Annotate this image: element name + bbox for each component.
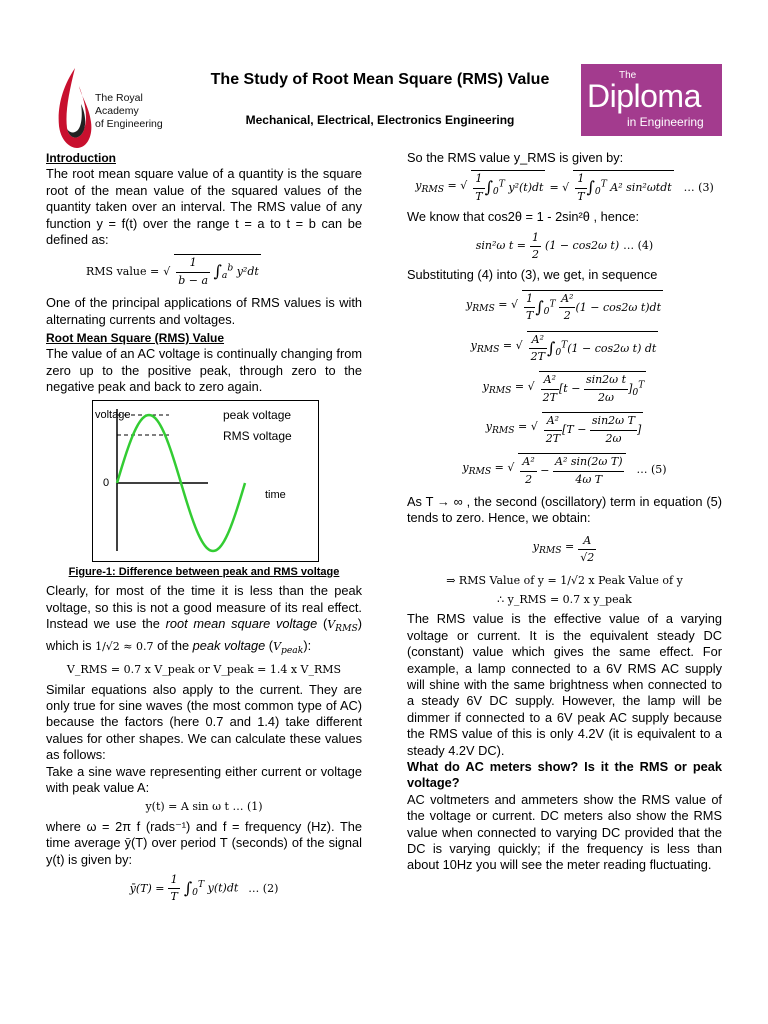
page-subtitle: Mechanical, Electrical, Electronics Engineering xyxy=(245,113,515,127)
sequence-eq-2: $y_{RMS}$ = √ $\frac{\text{A²}}{2T}$ $\int_0^T(1 - \cos 2\omega$ t) dt xyxy=(407,331,722,366)
substituting-paragraph: Substituting (4) into (3), we get, in sequence xyxy=(407,267,658,283)
clearly-emphasis-2: peak voltage xyxy=(192,637,266,653)
clearly-text-1: Clearly, for most of the time it is less than the peak voltage, so this is not a good measure of its real effect. Instead we use the xyxy=(46,583,362,631)
sequence-eq-5: $y_{RMS}$ = √ $\frac{\text{A²}}{2}$ − $\frac{\text{A² sin(2ω T)}}{\text{4ω T}}$ … (5) xyxy=(407,453,722,488)
equation-3: $y_{RMS}$ = √ $\frac{1}{T}$ $\int_0^T$ y²(t)dt = √ $\frac{1}{T}$ $\int_0^T$ A² sin²ωtdt … (3) xyxy=(407,170,722,205)
clearly-paragraph: Clearly, for most of the time it is less than the peak voltage, so this is not a good measure of its real effect. Instead we use the root mean square voltage $(V_{RMS})$ which is 1/√2 ≈ 0.7 of the peak voltage $(V_{peak})$: xyxy=(46,583,362,656)
rms-value-paragraph: The RMS value is the effective value of a varying voltage or current. It is the equivalent steady DC (constant) value which gives the same effect. For example, a lamp connected to a 6V RMS AC supply will shine with the same brightness when connected to a steady 6V DC supply. However, the lamp will be dimmer if connected to a 6V peak AC supply because the RMS value of this is only 4.2V (it is equivalent to a steady 4.2V DC). xyxy=(407,611,722,758)
equation-1: y(t) = A sin ω t … (1) xyxy=(145,800,263,814)
logo-text xyxy=(95,92,170,131)
rms-of-y-equation: ⇒ RMS Value of y = 1/√2 x Peak Value of y xyxy=(446,573,683,587)
clearly-text-2: which is xyxy=(46,637,92,653)
equation-4: sin²ω t = $\frac{1}{2}$ (1 − cos2ω t) … (4) xyxy=(475,230,654,262)
equation-3-tag: … (3) xyxy=(683,180,714,194)
vrms-equation: V_RMS = 0.7 x V_peak or V_peak = 1.4 x V_RMS xyxy=(66,663,342,677)
royal-academy-logo xyxy=(55,66,170,150)
rms-paragraph: The value of an AC voltage is continually changing from zero up to the positive peak, through zero to the negative peak and back to zero again. xyxy=(46,346,362,395)
figure-voltage-label: voltage xyxy=(95,408,131,421)
peak-vs-rms-figure xyxy=(92,400,319,562)
sequence-eq-1: $y_{RMS}$ = √ $\frac{1}{T}$ $\int_0^T$ $\frac{\text{A²}}{2}$ (1 − cos2ω t)dt xyxy=(407,290,722,325)
intro-heading: Introduction xyxy=(46,151,116,165)
similar-paragraph: Similar equations also apply to the current. They are only true for sine waves (the most common type of AC) because the factors (here 0.7 and 1.4) take different values for other shapes. We can calculate these values as follows: xyxy=(46,681,362,763)
logo-line-2: of Engineering xyxy=(95,118,163,130)
equation-5-tag: … (5) xyxy=(636,463,667,477)
clearly-text-3: of the xyxy=(157,637,190,653)
rms-def-label: RMS value = xyxy=(86,264,160,278)
take-paragraph: Take a sine wave representing either current or voltage with peak value A: xyxy=(46,763,362,795)
intro-paragraph: The root mean square value of a quantity is the square root of the mean value of the squared values of the quantity taken over an interval. The RMS value of any function y = f(t) over the range t = a to t = b can be defined as: xyxy=(46,166,362,248)
sine-wave-plot xyxy=(93,401,318,561)
figure-caption: Figure-1: Difference between peak and RMS voltage xyxy=(68,565,340,578)
rms-heading: Root Mean Square (RMS) Value xyxy=(46,331,225,346)
so-paragraph: So the RMS value y_RMS is given by: xyxy=(407,150,624,165)
figure-time-label: time xyxy=(265,488,286,501)
figure-rms-label: RMS voltage xyxy=(223,428,292,443)
flame-logo-icon xyxy=(55,66,95,150)
meters-paragraph: AC voltmeters and ammeters show the RMS value of the voltage or current. DC meters also show the RMS value when connected to varying DC provided that the DC is varying quickly; if the frequency is less than about 10Hz you will see the meter reading fluctuating. xyxy=(407,791,722,873)
logo-line-1: The Royal Academy xyxy=(95,92,143,117)
equation-4-tag: … (4) xyxy=(623,239,654,253)
diploma-logo xyxy=(581,64,722,136)
clearly-emphasis: root mean square voltage xyxy=(165,615,318,631)
intro-paragraph-2: One of the principal applications of RMS values is with alternating currents and voltages. xyxy=(46,295,362,327)
sequence-eq-4: $y_{RMS}$ = √ $\frac{\text{A²}}{2T}$ [T − $\frac{\text{sin2ω T}}{2\omega}$ ] xyxy=(407,412,722,447)
figure-zero-label: 0 xyxy=(103,476,110,489)
rms-definition-equation: RMS value = √ $\frac{1}{b - a}$ $\int_a^b$ y²dt xyxy=(86,254,362,289)
where-paragraph: where ω = 2π f (rads⁻¹) and f = frequency (Hz). The time average ȳ(T) over period T (seconds) of the signal y(t) is given by: xyxy=(46,818,362,867)
final-equation: ∴ y_RMS = 0.7 x y_peak xyxy=(497,592,632,606)
right-column xyxy=(407,150,722,874)
ac-meters-heading: What do AC meters show? Is it the RMS or peak voltage? xyxy=(407,759,722,791)
page-title: The Study of Root Mean Square (RMS) Value xyxy=(210,71,550,88)
know-paragraph: We know that cos2θ = 1 - 2sin²θ , hence: xyxy=(407,209,640,225)
as-paragraph: As T → ∞ , the second (oscillatory) term in equation (5) tends to zero. Hence, we obtain: xyxy=(407,493,722,526)
equation-2-tag: … (2) xyxy=(248,881,279,895)
figure-peak-label: peak voltage xyxy=(223,407,292,422)
equation-2: ȳ(T) = $\frac{1}{T}$ $\int_0^T$ y(t)dt … (2) xyxy=(129,872,279,904)
equation-a-root2: $y_{RMS}$ = $\frac{A}{√2}$ xyxy=(532,533,595,565)
left-column xyxy=(46,150,362,906)
sequence-eq-3: $y_{RMS}$ = √ $\frac{\text{A²}}{2T}$ [t − $\frac{\text{sin2ω t}}{2\omega}$ ]$_0^T$ xyxy=(407,371,722,406)
diploma-word: Diploma xyxy=(587,78,701,114)
diploma-the: The xyxy=(619,70,637,81)
diploma-sub: in Engineering xyxy=(627,115,704,129)
